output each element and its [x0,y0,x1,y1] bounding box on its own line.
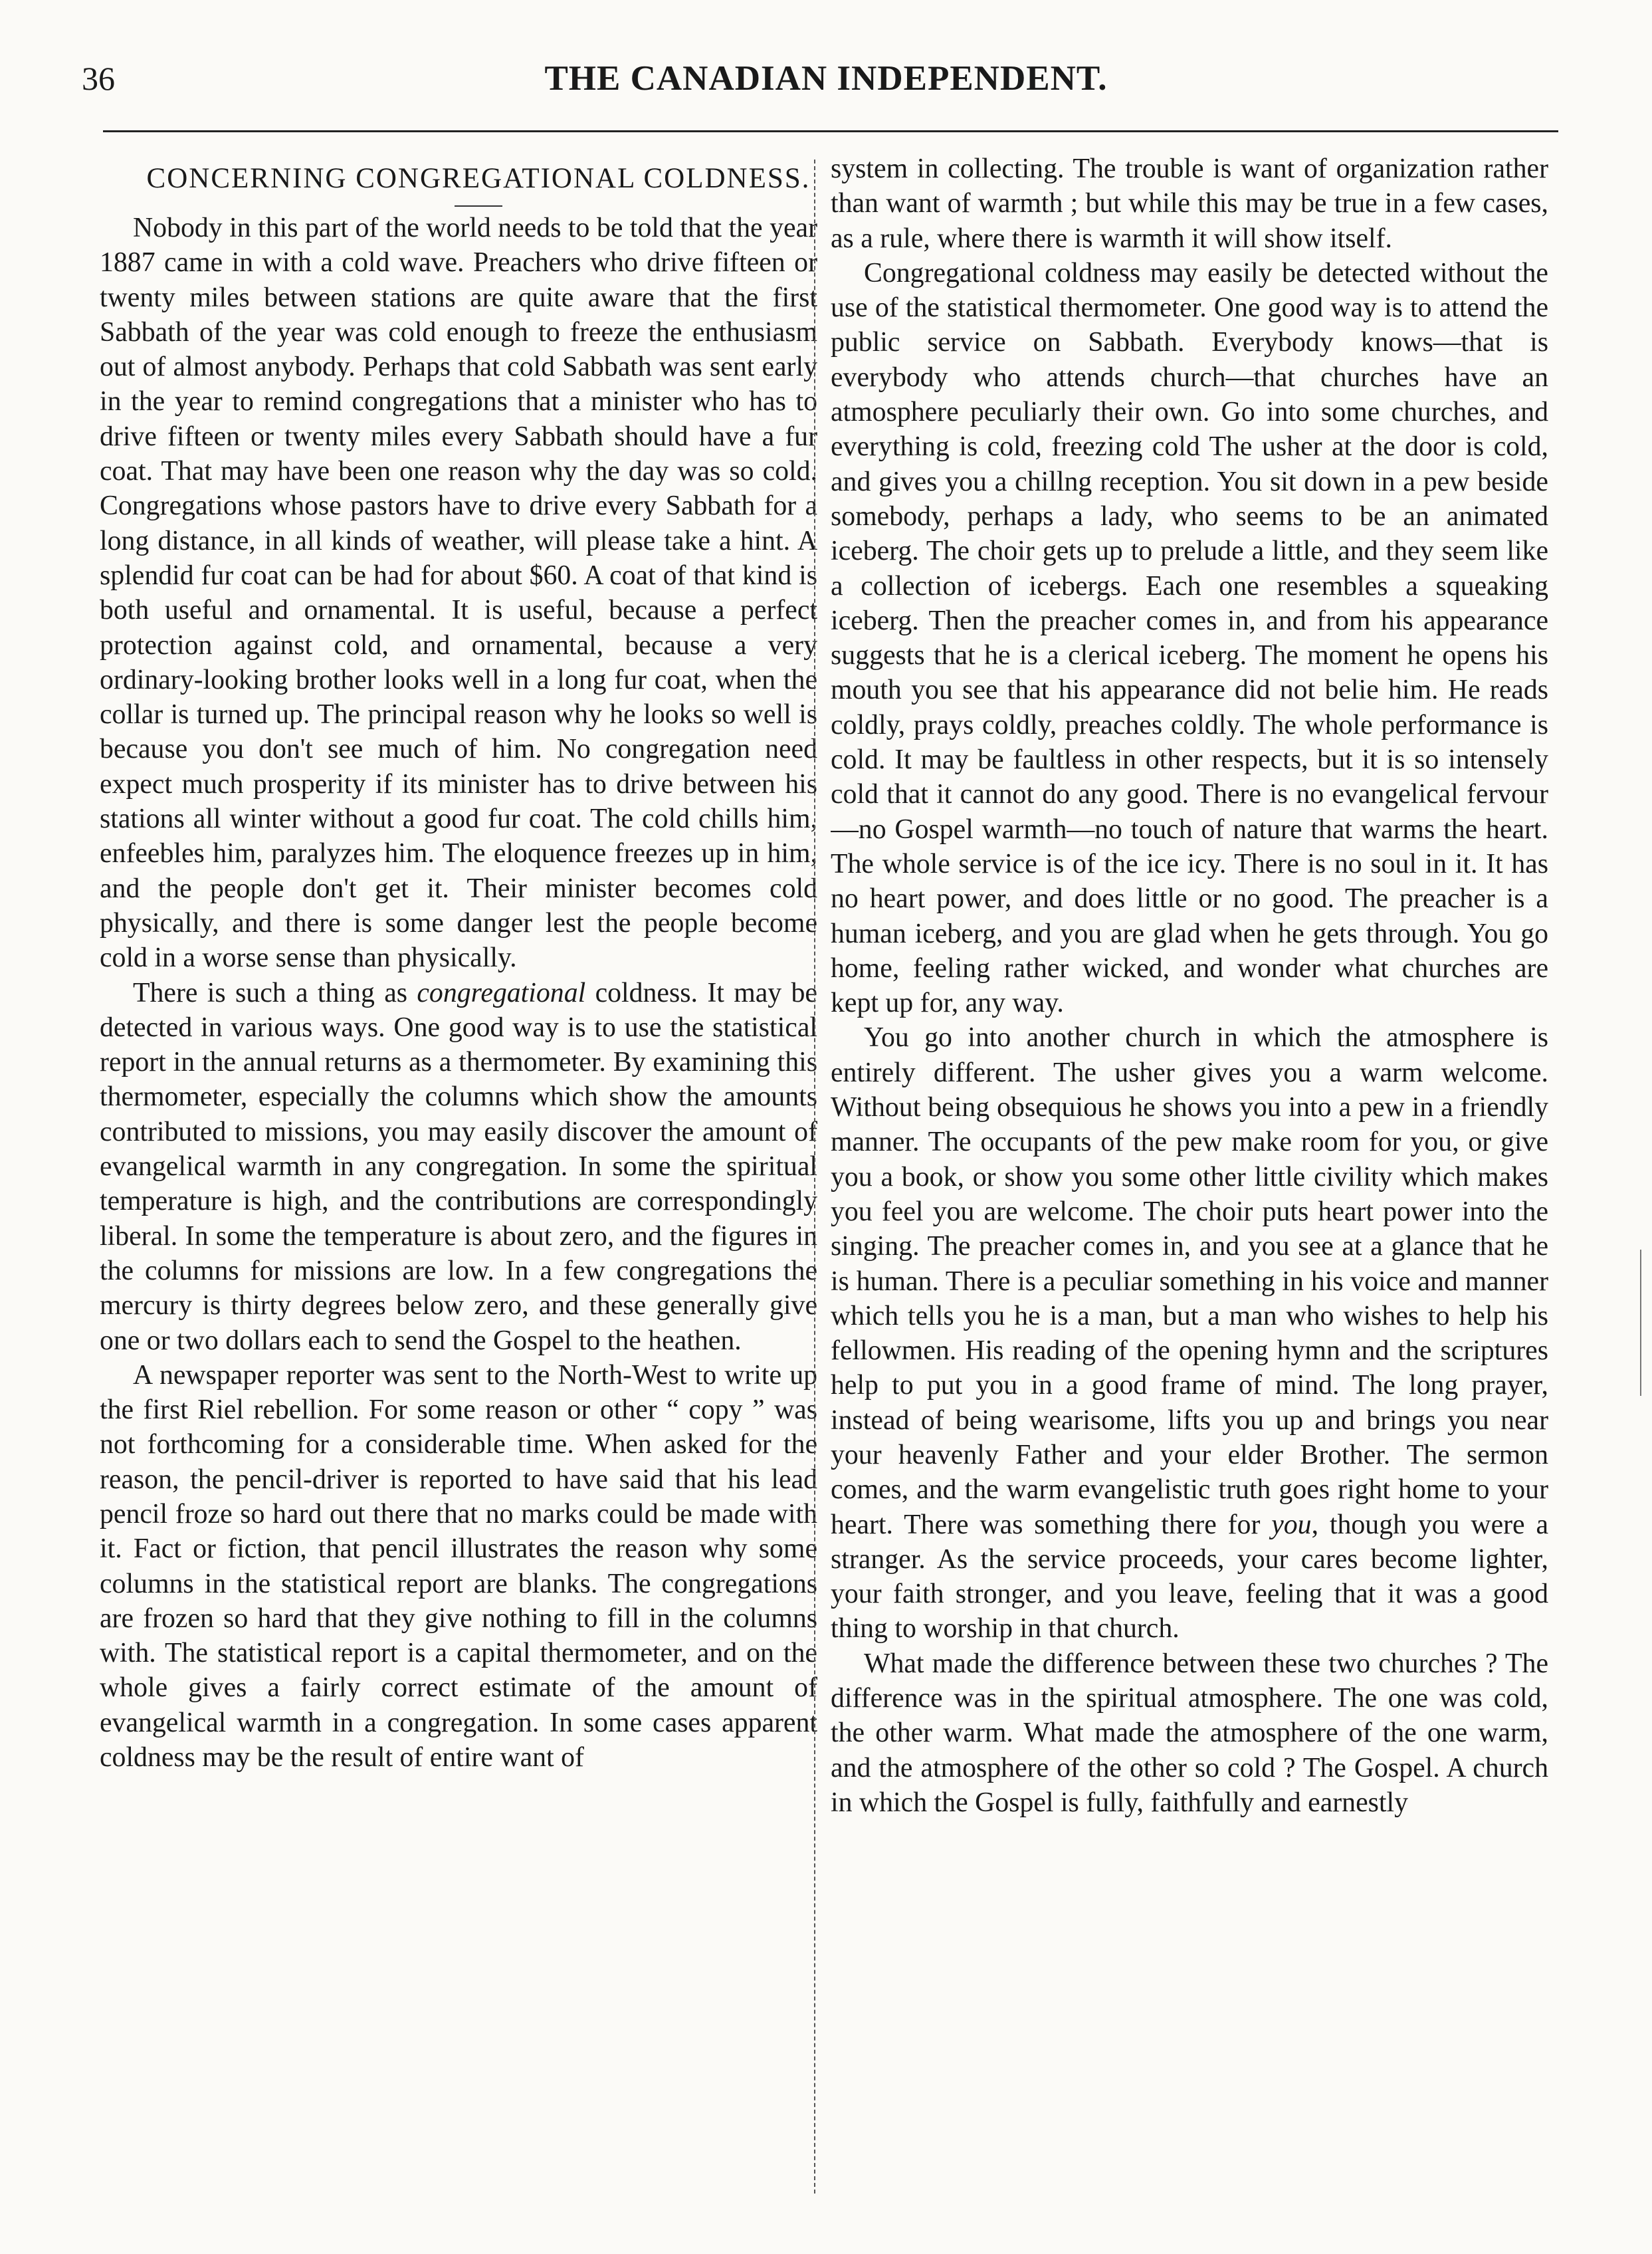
right-column [831,152,1548,2199]
paragraph-warm-church [831,1020,1548,1646]
paragraph-text: You go into another church in which the atmosphere is entirely different. The usher gives you a warm welcome. Without being obsequious he shows you into a pew in a friendly manner. The occupants of the pew make room for you, or give you a book, or show you some other little civility which makes you feel you are welcome. The choir puts heart power into the singing. The preacher comes in, and you see at a glance that he is human. There is a peculiar something in his voice and manner which tells you he is a man, but a man who wishes to help his fellowmen. His reading of the opening hymn and the scriptures help to put you in a good frame of mind. The long prayer, instead of being wearisome, lifts you up and brings you near your heavenly Father and your elder Brother. The sermon comes, and the warm evangelistic truth goes right home to your heart. There was something there for [831,1022,1548,1540]
page-edge-mark [1640,1250,1641,1396]
article-title: CONCERNING CONGREGATIONAL COLDNESS. [146,163,811,194]
paragraph-text: , though you were a stranger. As the service proceeds, your cares become lighter, your faith stronger, and you leave, feeling that it was a good thing to worship in that church. [831,1509,1548,1644]
italic-term: you [1271,1509,1312,1540]
paragraph-congregational-coldness [100,976,817,1358]
title-rule [455,205,502,207]
paragraph-continuation: system in collecting. The trouble is want of organization rather than want of warmth ; but while this may be true in a few cases, as a rule, where there is warmth it will show itself. [831,154,1548,254]
journal-title: THE CANADIAN INDEPENDENT. [544,59,1108,98]
paragraph-reporter: A newspaper reporter was sent to the North-West to write up the first Riel rebellion. For some reason or other “ copy ” was not forthcoming for a considerable time. When asked for the reason, the pencil-driver is reported to have said that his lead pencil froze so hard out there that no marks could be made with it. Fact or fiction, that pencil illustrates the reason why some columns in the statistical report are blanks. The congregations are frozen so hard that they give nothing to fill in the columns with. The statistical report is a capital thermometer, and on the whole gives a fairly correct estimate of the amount of evangelical warmth in a congregation. In some cases apparent coldness may be the result of entire want of [100,1359,817,1773]
left-column [100,160,817,2207]
paragraph-text: There is such a thing as [133,977,417,1008]
column-divider [814,160,815,2194]
italic-term: congregational [417,977,586,1008]
paragraph-cold-church: Congregational coldness may easily be detected without the use of the statistical thermometer. One good way is to attend the public service on Sabbath. Everybody knows—that is everybody who attends church—that churches have an atmosphere peculiarly their own. Go into some churches, and everything is cold, freezing cold The usher at the door is cold, and gives you a chillng reception. You sit down in a pew beside somebody, perhaps a lady, who seems to be an animated iceberg. The choir gets up to prelude a little, and they seem like a collection of icebergs. Each one resembles a squeaking iceberg. Then the preacher comes in, and from his appearance suggests that he is a clerical iceberg. The moment he opens his mouth you see that his appearance did not belie him. He reads coldly, prays coldly, preaches coldly. The whole performance is cold. It may be faultless in other respects, but it is so intensely cold that it cannot do any good. There is no evangelical fervour—no Gospel warmth—no touch of nature that warms the heart. The whole service is of the ice icy. There is no soul in it. It has no heart power, and does little or no good. The preacher is a human iceberg, and you are glad when he gets through. You go home, feeling rather wicked, and wonder what churches are kept up for, any way. [831,257,1548,1019]
page-number: 36 [82,60,115,97]
paragraph-fur-coat: Nobody in this part of the world needs to be told that the year 1887 came in with a cold wave. Preachers who drive fifteen or twenty miles between stations are quite aware that the first Sabbath of the year was cold enough to freeze the enthusiasm out of almost anybody. Perhaps that cold Sabbath was sent early in the year to remind congregations that a minister who has to drive fifteen or twenty miles every Sabbath should have a fur coat. That may have been one reason why the day was so cold. Congregations whose pastors have to drive every Sabbath for a long distance, in all kinds of weather, will please take a hint. A splendid fur coat can be had for about $60. A coat of that kind is both useful and ornamental. It is useful, because a perfect protection against cold, and ornamental, because a very ordinary-looking brother looks well in a long fur coat, when the collar is turned up. The principal reason why he looks so well is because you don't see much of him. No congregation need expect much prosperity if its minister has to drive between his stations all winter without a good fur coat. The cold chills him, enfeebles him, paralyzes him. The eloquence freezes up in him, and the people don't get it. Their minister becomes cold physically, and there is some danger lest the people become cold in a worse sense than physically. [100,213,817,974]
paragraph-difference: What made the difference between these two churches ? The difference was in the spiritual atmosphere. The one was cold, the other warm. What made the atmosphere of the one warm, and the atmosphere of the other so cold ? The Gospel. A church in which the Gospel is fully, faithfully and earnestly [831,1648,1548,1818]
header-rule [103,130,1558,132]
paragraph-text: coldness. It may be detected in various ways. One good way is to use the statistical report in the annual returns as a thermometer. By examining this thermometer, especially the columns which show the amounts contributed to missions, you may easily discover the amount of evangelical warmth in any congregation. In some the spiritual temperature is high, and the contributions are correspondingly liberal. In some the temperature is about zero, and the figures in the columns for missions are low. In a few congregations the mercury is thirty degrees below zero, and these generally give one or two dollars each to send the Gospel to the heathen. [100,977,817,1356]
